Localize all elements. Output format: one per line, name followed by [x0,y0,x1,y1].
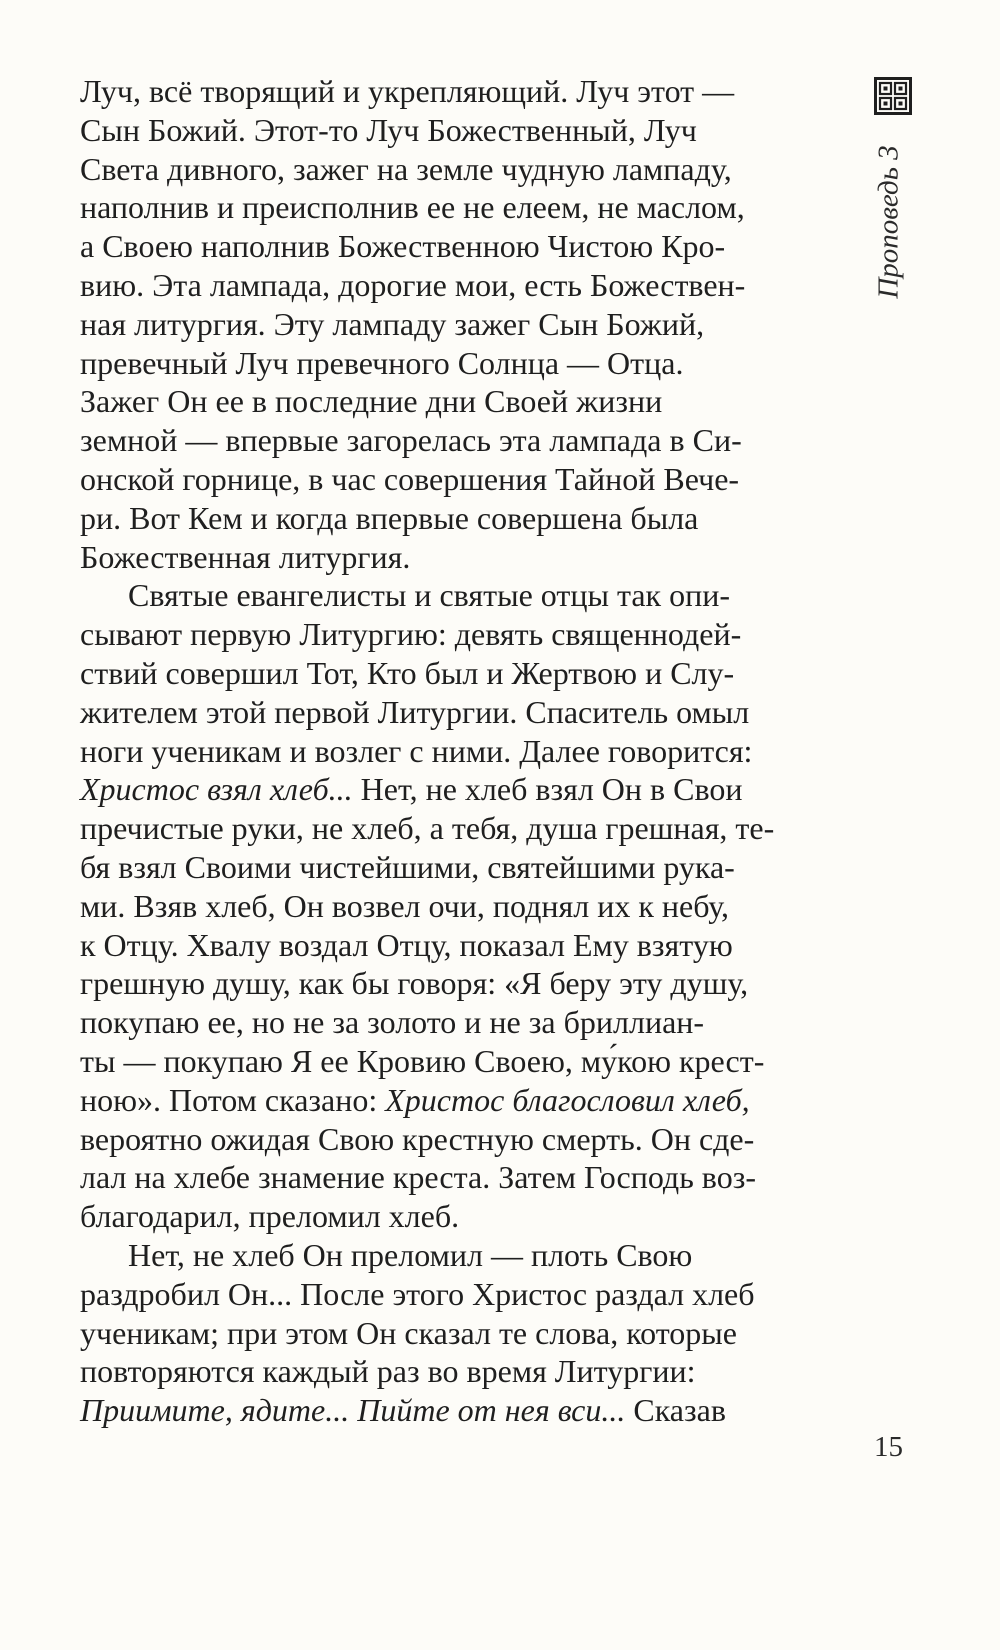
text-line [80,150,828,189]
text-run: лал на хлебе знамение креста. Затем Господь воз- [80,1159,756,1196]
text-run: Сын Божий. Этот-то Луч Божественный, Луч [80,111,697,148]
text-line [80,266,828,305]
text-line [80,1081,828,1120]
italic-quote: Христос взял хлеб... [80,771,353,808]
text-run: вероятно ожидая Свою крестную смерть. Он сде- [80,1120,755,1157]
text-line [80,421,828,460]
text-run: раздробил Он... После этого Христос раздал хлеб [80,1275,755,1312]
text-line [80,538,828,577]
running-title: Проповедь 3 [872,145,905,299]
text-line [80,1197,828,1236]
text-run: ри. Вот Кем и когда впервые совершена была [80,499,699,536]
text-run: земной — впервые загорелась эта лампада в Си- [80,422,742,459]
text-run: к Отцу. Хвалу воздал Отцу, показал Ему взятую [80,926,733,963]
text-run: повторяются каждый раз во время Литургии: [80,1353,696,1390]
text-run: пречистые руки, не хлеб, а тебя, душа грешная, те- [80,810,775,847]
text-run: бя взял Своими чистейшими, святейшими рука- [80,848,735,885]
text-line [80,305,828,344]
text-line [80,111,828,150]
body-text [80,72,828,1430]
text-run: ноги ученикам и возлег с ними. Далее говорится: [80,732,753,769]
text-run: ствий совершил Тот, Кто был и Жертвою и Слу- [80,654,735,691]
text-line [80,1120,828,1159]
text-run: Зажег Он ее в последние дни Своей жизни [80,383,663,420]
text-line [80,499,828,538]
text-run: Сказав [625,1392,726,1429]
text-line [80,1158,828,1197]
text-line [80,1391,828,1430]
text-run: ная литургия. Эту лампаду зажег Сын Божий, [80,305,705,342]
text-run: онской горнице, в час совершения Тайной Вече- [80,460,740,497]
text-run: Луч, всё творящий и укрепляющий. Луч этот — [80,73,735,109]
text-run: ученикам; при этом Он сказал те слова, которые [80,1314,737,1351]
text-line [80,693,828,732]
text-line [80,1314,828,1353]
text-line [80,72,828,111]
text-run: Нет, не хлеб взял Он в Свои [352,771,743,808]
text-run: а Своею наполнив Божественною Чистою Кро- [80,228,726,265]
text-line [80,887,828,926]
text-run: сывают первую Литургию: девять священнодей- [80,616,742,653]
text-line [80,382,828,421]
text-line [80,1352,828,1391]
text-run: покупаю ее, но не за золото и не за бриллиан- [80,1004,705,1041]
text-run: наполнив и преисполнив ее не елеем, не маслом, [80,189,745,226]
text-run: ми. Взяв хлеб, Он возвел очи, поднял их к небу, [80,887,730,924]
text-run: грешную душу, как бы говоря: «Я беру эту душу, [80,965,749,1002]
text-line [80,848,828,887]
text-line [80,732,828,771]
italic-quote: Приимите, ядите... Пийте от нея вси... [80,1392,626,1429]
text-line [80,1236,828,1275]
text-line [80,1275,828,1314]
text-line [80,615,828,654]
text-line [80,576,828,615]
text-run: Божественная литургия. [80,538,411,575]
text-line [80,188,828,227]
text-line [80,344,828,383]
ornamental-square-icon [874,77,912,115]
text-run: вию. Эта лампада, дорогие мои, есть Божествен- [80,266,746,303]
text-run: ною». Потом сказано: [80,1081,386,1118]
text-line [80,926,828,965]
text-run: благодарил, преломил хлеб. [80,1198,460,1235]
text-line [80,1042,828,1081]
text-line [80,654,828,693]
text-line [80,227,828,266]
text-line [80,460,828,499]
text-run: превечный Луч превечного Солнца — Отца. [80,344,684,381]
text-line [80,1003,828,1042]
text-line [80,964,828,1003]
text-run: жителем этой первой Литургии. Спаситель омыл [80,693,750,730]
italic-quote: Христос благословил хлеб, [385,1081,750,1118]
text-run: Света дивного, зажег на земле чудную лампаду, [80,150,732,187]
text-line [80,770,828,809]
text-run: ты — покупаю Я ее Кровию Своею, му́кою крест- [80,1042,765,1079]
text-run: Нет, не хлеб Он преломил — плоть Свою [128,1236,693,1273]
page-number: 15 [874,1431,903,1463]
text-run: Святые евангелисты и святые отцы так опи- [128,577,730,614]
text-line [80,809,828,848]
